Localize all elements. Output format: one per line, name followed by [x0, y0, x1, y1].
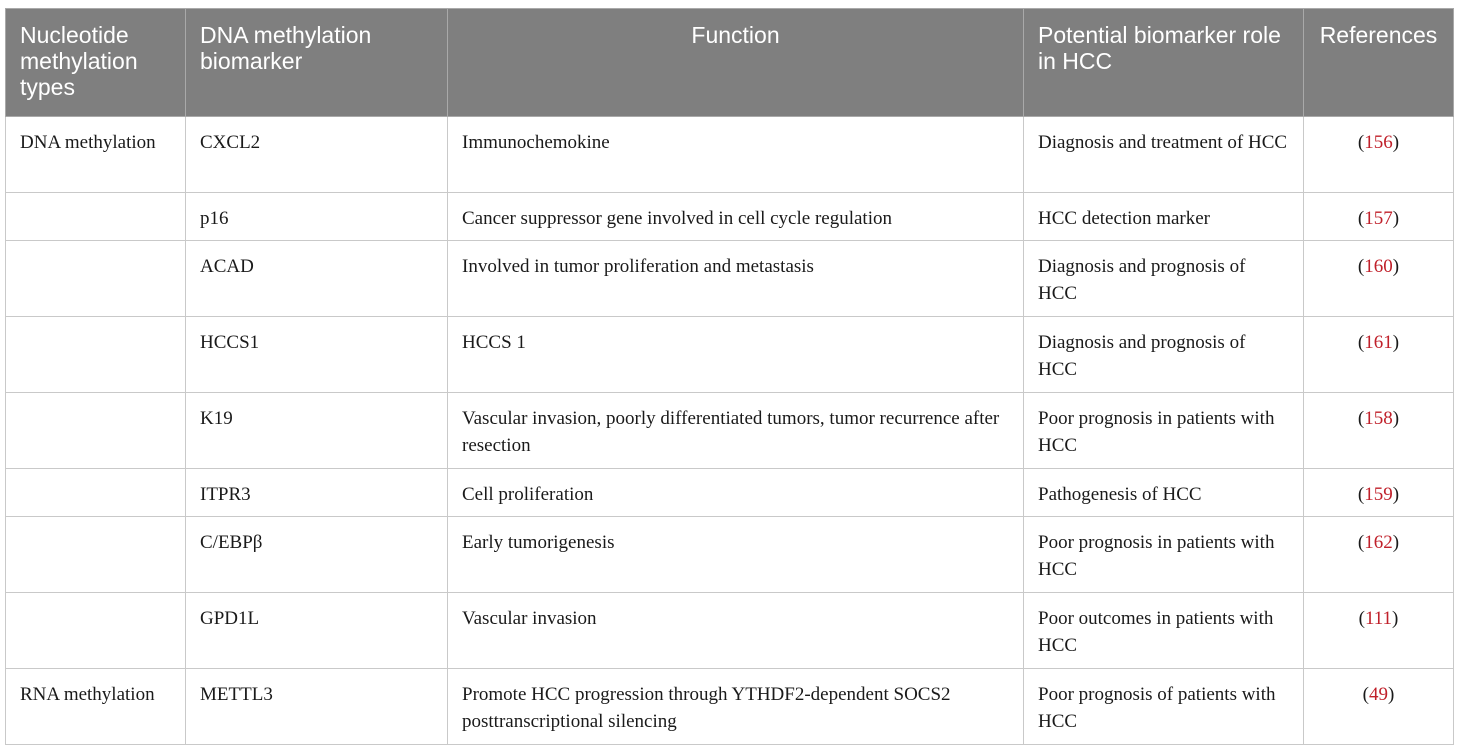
header-references: References [1304, 9, 1454, 117]
header-potential-biomarker-role: Potential biomarker role in HCC [1024, 9, 1304, 117]
reference-link[interactable]: 156 [1364, 132, 1393, 153]
cell-role: Diagnosis and prognosis of HCC [1024, 241, 1304, 317]
header-dna-methylation-biomarker: DNA methylation biomarker [186, 9, 448, 117]
cell-biomarker: ITPR3 [186, 469, 448, 517]
table-row [6, 117, 1454, 193]
table-row [6, 593, 1454, 669]
cell-reference: (156) [1304, 117, 1454, 193]
cell-type [6, 317, 186, 393]
cell-type [6, 241, 186, 317]
cell-biomarker: CXCL2 [186, 117, 448, 193]
cell-reference: (158) [1304, 393, 1454, 469]
cell-function: Vascular invasion, poorly differentiated tumors, tumor recurrence after resection [448, 393, 1024, 469]
header-nucleotide-methylation-types: Nucleotide methylation types [6, 9, 186, 117]
reference-link[interactable]: 111 [1364, 608, 1393, 629]
cell-reference: (49) [1304, 669, 1454, 745]
cell-role: Poor prognosis in patients with HCC [1024, 393, 1304, 469]
cell-biomarker: C/EBPβ [186, 517, 448, 593]
table-row [6, 393, 1454, 469]
table-row [6, 241, 1454, 317]
cell-role: Poor prognosis in patients with HCC [1024, 517, 1304, 593]
reference-link[interactable]: 159 [1364, 484, 1393, 505]
cell-function: Early tumorigenesis [448, 517, 1024, 593]
reference-link[interactable]: 49 [1369, 684, 1388, 705]
cell-biomarker: GPD1L [186, 593, 448, 669]
cell-type [6, 593, 186, 669]
cell-biomarker: ACAD [186, 241, 448, 317]
cell-reference: (111) [1304, 593, 1454, 669]
cell-reference: (160) [1304, 241, 1454, 317]
reference-link[interactable]: 162 [1364, 532, 1393, 553]
cell-function: HCCS 1 [448, 317, 1024, 393]
table-row [6, 469, 1454, 517]
cell-reference: (162) [1304, 517, 1454, 593]
cell-type [6, 517, 186, 593]
cell-role: HCC detection marker [1024, 193, 1304, 241]
cell-biomarker: K19 [186, 393, 448, 469]
cell-role: Poor outcomes in patients with HCC [1024, 593, 1304, 669]
cell-function: Promote HCC progression through YTHDF2-dependent SOCS2 posttranscriptional silencing [448, 669, 1024, 745]
methylation-biomarker-table [5, 8, 1454, 745]
cell-biomarker: p16 [186, 193, 448, 241]
cell-type: DNA methylation [6, 117, 186, 193]
reference-link[interactable]: 161 [1364, 332, 1393, 353]
reference-link[interactable]: 157 [1364, 208, 1393, 229]
cell-function: Vascular invasion [448, 593, 1024, 669]
cell-biomarker: HCCS1 [186, 317, 448, 393]
cell-function: Immunochemokine [448, 117, 1024, 193]
table-row [6, 193, 1454, 241]
table-row [6, 317, 1454, 393]
cell-role: Diagnosis and treatment of HCC [1024, 117, 1304, 193]
cell-role: Pathogenesis of HCC [1024, 469, 1304, 517]
cell-reference: (161) [1304, 317, 1454, 393]
cell-type [6, 469, 186, 517]
reference-link[interactable]: 160 [1364, 256, 1393, 277]
reference-link[interactable]: 158 [1364, 408, 1393, 429]
cell-function: Cell proliferation [448, 469, 1024, 517]
cell-function: Involved in tumor proliferation and metastasis [448, 241, 1024, 317]
cell-biomarker: METTL3 [186, 669, 448, 745]
cell-reference: (159) [1304, 469, 1454, 517]
table-header-row [6, 9, 1454, 117]
table-row [6, 517, 1454, 593]
table-row [6, 669, 1454, 745]
cell-role: Poor prognosis of patients with HCC [1024, 669, 1304, 745]
cell-type [6, 193, 186, 241]
cell-type: RNA methylation [6, 669, 186, 745]
cell-function: Cancer suppressor gene involved in cell cycle regulation [448, 193, 1024, 241]
cell-type [6, 393, 186, 469]
header-function: Function [448, 9, 1024, 117]
cell-role: Diagnosis and prognosis of HCC [1024, 317, 1304, 393]
cell-reference: (157) [1304, 193, 1454, 241]
